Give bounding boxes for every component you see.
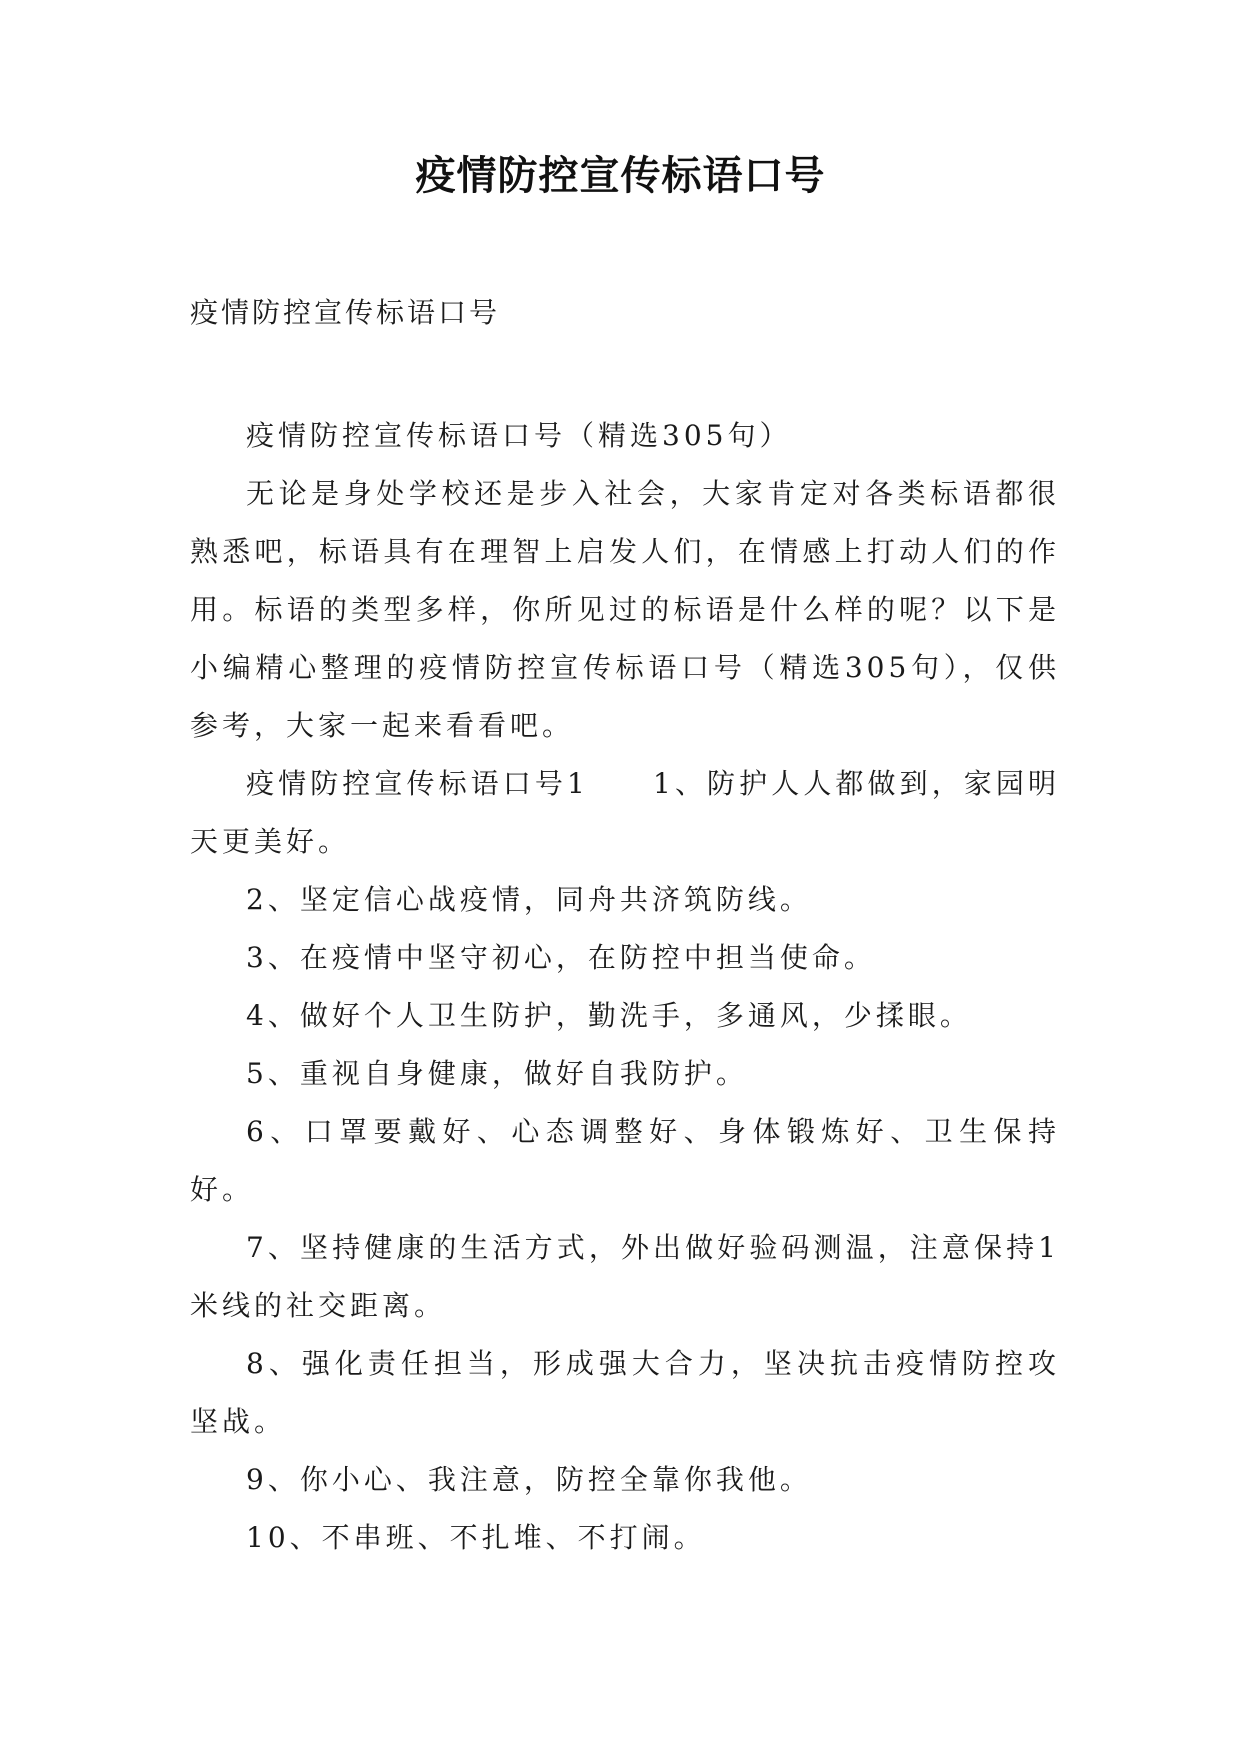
paragraph-intro: 无论是身处学校还是步入社会，大家肯定对各类标语都很熟悉吧，标语具有在理智上启发人们，在情感上打动人们的作用。标语的类型多样，你所见过的标语是什么样的呢？以下是小编精心整理的疫情防控宣传标语口号（精选305句），仅供参考，大家一起来看看吧。 [190, 477, 1060, 742]
slogan-item: 8、强化责任担当，形成强大合力，坚决抗击疫情防控攻坚战。 [190, 1347, 1060, 1438]
slogan-item: 7、坚持健康的生活方式，外出做好验码测温，注意保持1米线的社交距离。 [190, 1231, 1060, 1322]
slogan-item: 10、不串班、不扎堆、不打闹。 [246, 1521, 706, 1554]
slogan-item: 疫情防控宣传标语口号1 1、防护人人都做到，家园明天更美好。 [190, 767, 1060, 858]
slogan-item: 5、重视自身健康，做好自我防护。 [246, 1057, 748, 1090]
slogan-item: 3、在疫情中坚守初心，在防控中担当使命。 [246, 941, 876, 974]
slogan-item: 6、口罩要戴好、心态调整好、身体锻炼好、卫生保持好。 [190, 1115, 1060, 1206]
paragraph-heading: 疫情防控宣传标语口号（精选305句） [246, 419, 792, 452]
document-subtitle: 疫情防控宣传标语口号 [190, 296, 501, 329]
slogan-item: 4、做好个人卫生防护，勤洗手，多通风，少揉眼。 [246, 999, 972, 1032]
document-title: 疫情防控宣传标语口号 [415, 153, 826, 199]
slogan-item: 2、坚定信心战疫情，同舟共济筑防线。 [246, 883, 812, 916]
document-body [190, 407, 1060, 1567]
slogan-item: 9、你小心、我注意，防控全靠你我他。 [246, 1463, 812, 1496]
